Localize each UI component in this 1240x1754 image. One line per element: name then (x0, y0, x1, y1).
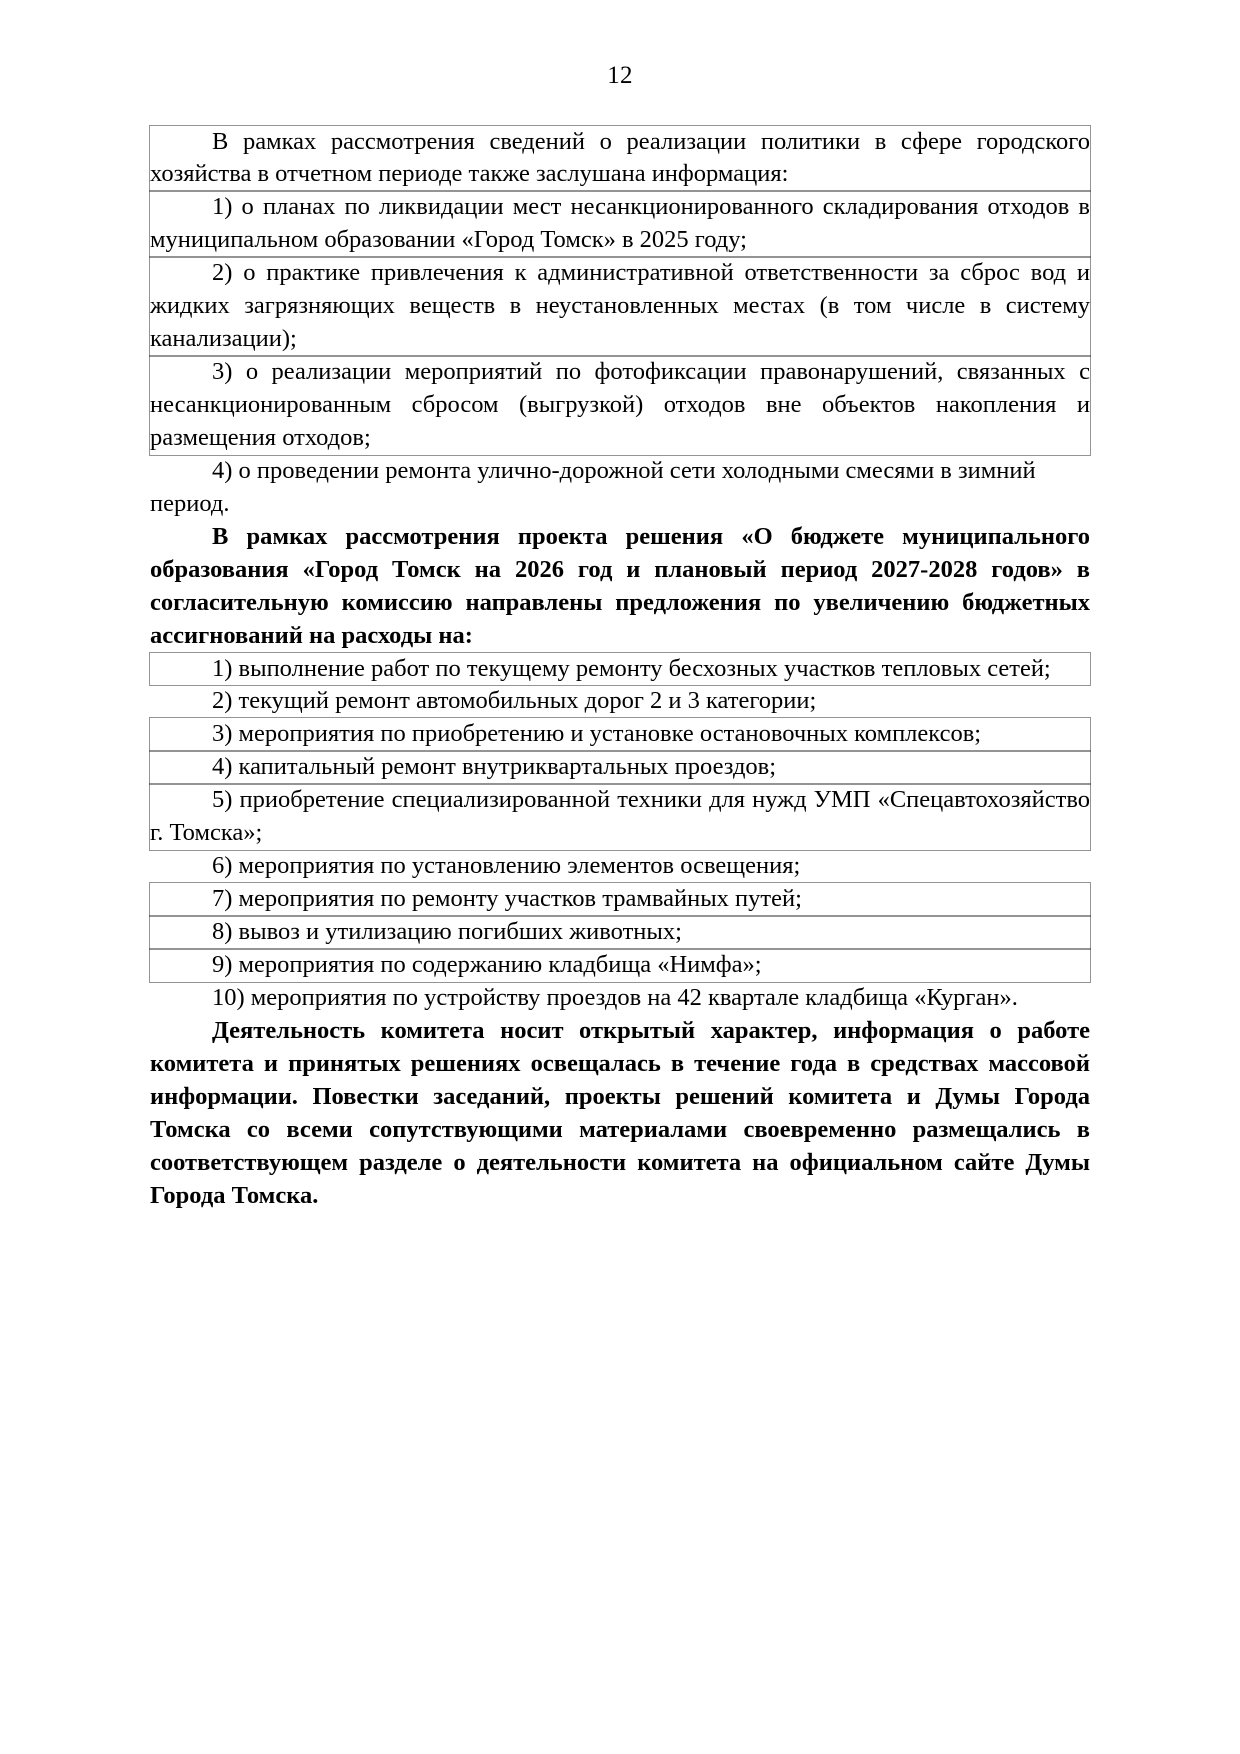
paragraph-item-2: 2) о практике привлечения к административной ответственности за сброс вод и жидких загрязняющих веществ в неустановленных местах (в том числе в систему канализации); (150, 257, 1090, 356)
list-item: 8) вывоз и утилизацию погибших животных; (150, 916, 1090, 949)
paragraph-budget-intro: В рамках рассмотрения проекта решения «О бюджете муниципального образования «Город Томск на 2026 год и плановый период 2027-2028 годов» в согласительную комиссию направлены предложения по увеличению бюджетных ассигнований на расходы на: (150, 522, 1090, 649)
paragraph-closing: Деятельность комитета носит открытый характер, информация о работе комитета и принятых решениях освещалась в течение года в средствах массовой информации. Повестки заседаний, проекты решений комитета и Думы Города Томска со всеми сопутствующими материалами своевременно размещались в соответствующем разделе о деятельности комитета на официальном сайте Думы Города Томска. (150, 1016, 1090, 1209)
list-item: 4) капитальный ремонт внутриквартальных проездов; (150, 751, 1090, 784)
list-item: 5) приобретение специализированной техники для нужд УМП «Спецавтохозяйство г. Томска»; (150, 784, 1090, 850)
paragraph-item-4: 4) о проведении ремонта улично-дорожной сети холодными смесями в зимний период. (150, 456, 1036, 517)
list-item: 3) мероприятия по приобретению и установке остановочных комплексов; (150, 718, 1090, 751)
paragraph-intro: В рамках рассмотрения сведений о реализации политики в сфере городского хозяйства в отчетном периоде также заслушана информация: (150, 126, 1090, 192)
document-body (150, 126, 1090, 1213)
list-item: 10) мероприятия по устройству проездов на 42 квартале кладбища «Курган». (212, 983, 1018, 1011)
page-number: 12 (607, 62, 633, 89)
list-item: 1) выполнение работ по текущему ремонту бесхозных участков тепловых сетей; (150, 653, 1090, 686)
list-item: 9) мероприятия по содержанию кладбища «Нимфа»; (150, 949, 1090, 982)
paragraph-item-1: 1) о планах по ликвидации мест несанкционированного складирования отходов в муниципальном образовании «Город Томск» в 2025 году; (150, 191, 1090, 257)
paragraph-item-3: 3) о реализации мероприятий по фотофиксации правонарушений, связанных с несанкционированным сбросом (выгрузкой) отходов вне объектов накопления и размещения отходов; (150, 356, 1090, 455)
list-item: 6) мероприятия по установлению элементов освещения; (212, 852, 801, 880)
list-item: 2) текущий ремонт автомобильных дорог 2 и 3 категории; (212, 687, 817, 715)
list-item: 7) мероприятия по ремонту участков трамвайных путей; (150, 883, 1090, 916)
